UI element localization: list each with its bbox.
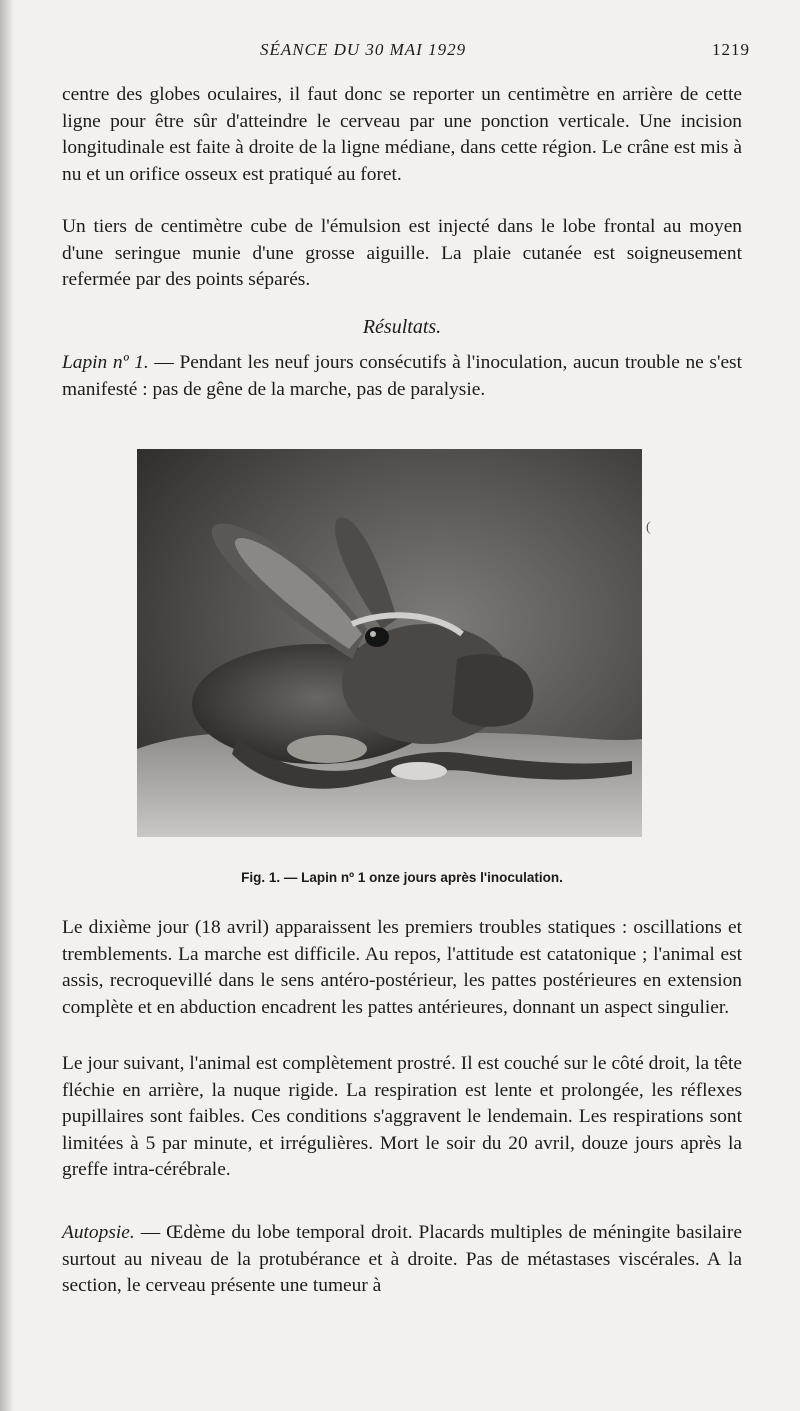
margin-mark: (: [646, 520, 651, 535]
paragraph-injection: [62, 214, 742, 294]
paragraph-lapin-1: [62, 350, 742, 403]
paragraph-text: Un tiers de centimètre cube de l'émulsion est injecté dans le lobe frontal au moyen d'une seringue munie d'une grosse aiguille. La plaie cutanée est soigneusement refermée par des points séparés.: [62, 216, 742, 290]
paragraph-text: centre des globes oculaires, il faut donc se reporter un centimètre en arrière de cette ligne pour être sûr d'atteindre le cerveau par une ponction verticale. Une incision longitudinale est faite à droite de la ligne médiane, dans cette région. Le crâne est mis à nu et un orifice osseux est pratiqué au foret.: [62, 84, 742, 185]
paragraph-lead: Lapin nº 1.: [62, 352, 149, 373]
gutter-shadow: [0, 0, 14, 1411]
rabbit-icon: [137, 449, 642, 837]
paragraph-text: Le dixième jour (18 avril) apparaissent les premiers troubles statiques : oscillations et tremblements. La marche est difficile. Au repos, l'attitude est catatonique ; l'animal est assis, recroquevillé dans le sens antéro-postérieur, les pattes postérieures en extension complète et en abduction encadrent les pattes antérieures, donnant un aspect singulier.: [62, 917, 742, 1018]
paragraph-autopsy: [62, 1220, 742, 1300]
paragraph-lead: Autopsie.: [62, 1222, 135, 1243]
paragraph-text: [62, 1220, 742, 1300]
paragraph-text: Le jour suivant, l'animal est complètement prostré. Il est couché sur le côté droit, la tête fléchie en arrière, la nuque rigide. La respiration est lente et prolongée, les réflexes pupillaires sont faibles. Ces conditions s'aggravent le lendemain. Les respirations sont limitées à 5 par minute, et irrégulières. Mort le soir du 20 avril, douze jours après la greffe intra-cérébrale.: [62, 1053, 742, 1180]
paragraph-continuation: [62, 82, 742, 188]
section-heading: Résultats.: [362, 316, 442, 338]
paragraph-text: [62, 350, 742, 403]
paragraph-next-day: [62, 1051, 742, 1184]
page-number: 1219: [712, 40, 750, 59]
figure-caption: [62, 870, 742, 886]
running-head: [60, 40, 750, 64]
running-title: SÉANCE DU 30 MAI 1929: [260, 40, 467, 59]
paragraph-tenth-day: [62, 915, 742, 1021]
rabbit-photo: [137, 449, 642, 837]
figure-caption-text: Fig. 1. — Lapin nº 1 onze jours après l'inoculation.: [241, 870, 563, 885]
paragraph-body: — Œdème du lobe temporal droit. Placards multiples de méningite basilaire surtout au niveau de la protubérance et à droite. Pas de métastases viscérales. A la section, le cerveau présente une tumeur à: [62, 1222, 742, 1296]
paragraph-body: — Pendant les neuf jours consécutifs à l'inoculation, aucun trouble ne s'est manifesté : pas de gêne de la marche, pas de paralysie.: [62, 352, 742, 400]
